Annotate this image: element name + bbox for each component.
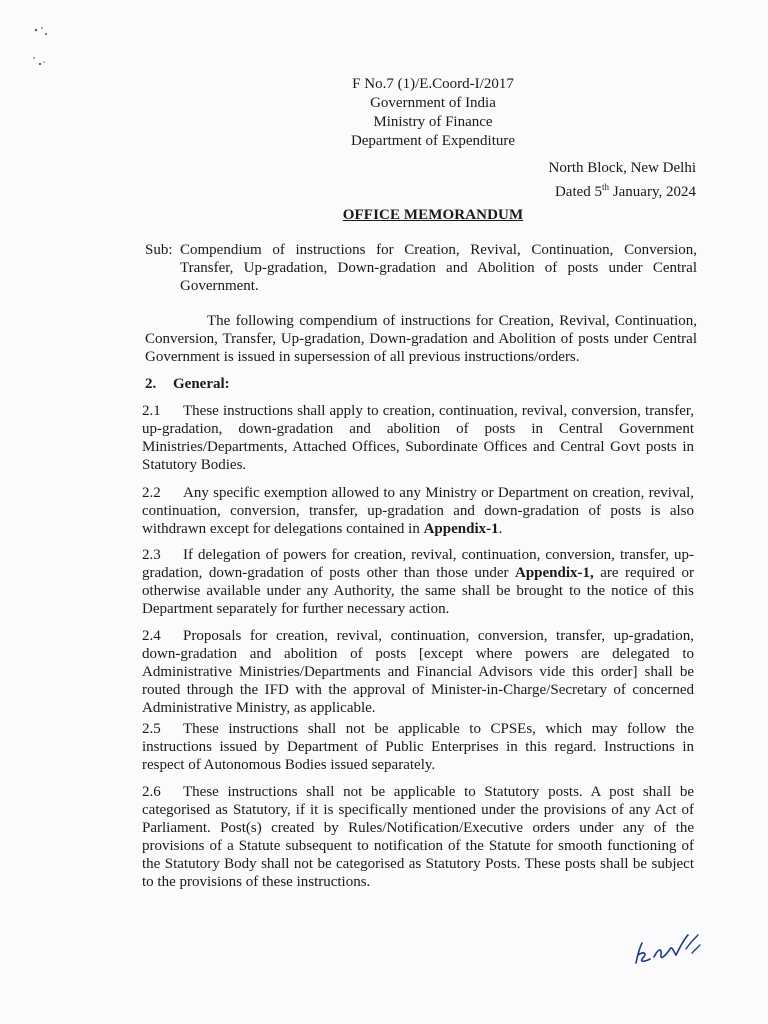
para-number: 2.2 <box>142 485 161 501</box>
file-number: F No.7 (1)/E.Coord-I/2017 <box>352 76 514 92</box>
paragraph-2-2: 2.2 Any specific exemption allowed to any Ministry or Department on creation, revival, continuation, conversion, transfer, up-gradation and down-gradation of posts is also withdrawn except for delegations contained in Appendix-1. <box>142 485 694 537</box>
appendix-ref: Appendix-1, <box>515 565 594 581</box>
paragraph-2-4 <box>142 627 694 717</box>
intro-paragraph: The following compendium of instructions for Creation, Revival, Continuation, Conversion, Transfer, Up-gradation, Down-gradation and Abolition of posts under Central Government is issued in supersession of all previous instructions/orders. <box>145 313 697 365</box>
memo-title: OFFICE MEMORANDUM <box>342 207 524 223</box>
appendix-ref: Appendix-1 <box>423 521 499 537</box>
handwritten-signature <box>628 925 708 975</box>
location: North Block, New Delhi <box>548 160 696 176</box>
subject-block <box>145 241 697 295</box>
para-number: 2.4 <box>142 628 161 644</box>
para-text: Any specific exemption allowed to any Ministry or Department on creation, revival, continuation, conversion, transfer, up-gradation and down-gradation of posts is also withdrawn except for delegations contained in <box>142 485 694 537</box>
para-number: 2.3 <box>142 547 161 563</box>
para-text: Proposals for creation, revival, continuation, conversion, transfer, up-gradation, down-gradation and abolition of posts [except where powers are delegated to Administrative Ministries/Departments and Financial Advisors vide this order] shall be routed through the IFD with the approval of Minister-in-Charge/Secretary of concerned Administrative Ministry, as applicable. <box>142 628 694 716</box>
section-heading <box>145 376 230 393</box>
scan-specks <box>28 22 58 82</box>
para-number: 2.6 <box>142 784 161 800</box>
section-title: General: <box>173 376 230 392</box>
paragraph-2-1 <box>142 402 694 474</box>
ministry-name: Ministry of Finance <box>373 114 493 130</box>
subject-text: Compendium of instructions for Creation, Revival, Continuation, Conversion, Transfer, Up-gradation, Down-gradation and Abolition of posts under Central Government. <box>180 242 697 294</box>
para-number: 2.5 <box>142 721 161 737</box>
subject-label: Sub: <box>145 242 173 258</box>
date: Dated 5th January, 2024 <box>554 182 696 200</box>
department-name: Department of Expenditure <box>350 133 516 149</box>
govt-name: Government of India <box>370 95 496 111</box>
paragraph-2-3: 2.3 If delegation of powers for creation, revival, continuation, conversion, transfer, up-gradation, down-gradation of posts other than those under Appendix-1, are required or otherwise available under any Authority, the same shall be brought to the notice of this Department separately for further necessary action. <box>142 547 694 617</box>
place-date-block <box>549 159 696 202</box>
para-number: 2.1 <box>142 403 161 419</box>
paragraph-2-5 <box>142 720 694 774</box>
letterhead <box>0 75 768 151</box>
para-text: These instructions shall not be applicable to Statutory posts. A post shall be categorised as Statutory, if it is specifically mentioned under the provisions of any Act of Parliament. Post(s) created by Rules/Notification/Executive orders under any of the provisions of a Statute subsequent to notification of the Statute for smooth functioning of the Statutory Body shall not be categorised as Statutory Posts. These posts shall be subject to the provisions of these instructions. <box>142 784 694 890</box>
paragraph-2-6 <box>142 783 694 891</box>
para-text: If delegation of powers for creation, revival, continuation, conversion, transfer, up-gradation, down-gradation of posts other than those under <box>142 547 694 581</box>
para-text: These instructions shall not be applicable to CPSEs, which may follow the instructions issued by Department of Public Enterprises in this regard. Instructions in respect of Autonomous Bodies issued separately. <box>142 721 694 773</box>
section-number: 2. <box>145 376 157 392</box>
para-text: These instructions shall apply to creation, continuation, revival, conversion, transfer, up-gradation, down-gradation and abolition of posts in Central Government Ministries/Departments, Attached Offices, Subordinate Offices and Central Govt posts in Statutory Bodies. <box>142 403 694 473</box>
